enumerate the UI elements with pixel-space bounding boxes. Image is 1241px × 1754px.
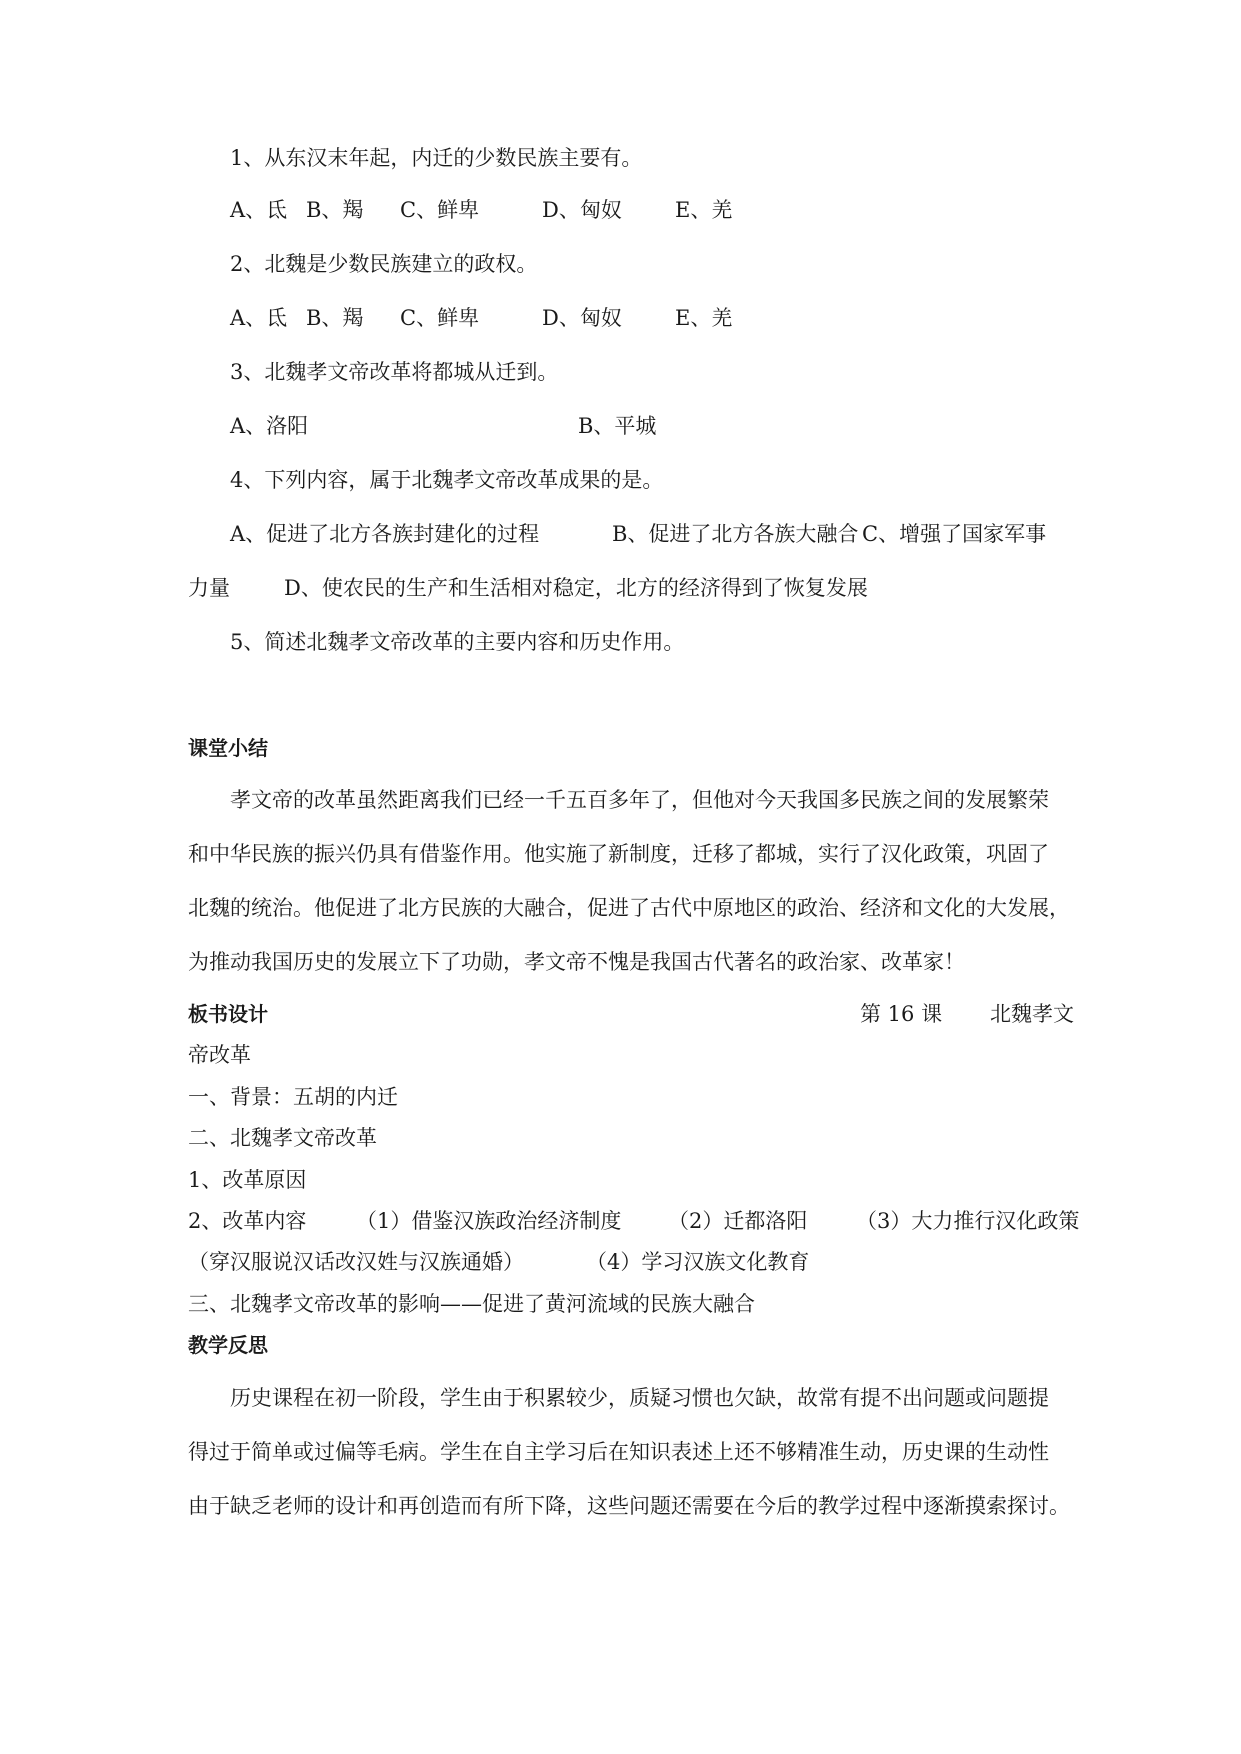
reflection-line: 得过于简单或过偏等毛病。学生在自主学习后在知识表述上还不够精准生动，历史课的生动性 bbox=[188, 1440, 1049, 1464]
lesson-title-part-1: 北魏孝文 bbox=[990, 1002, 1074, 1026]
lesson-title-part-2: 帝改革 bbox=[188, 1043, 251, 1067]
option-d: D、匈奴 bbox=[542, 306, 622, 330]
content-item-2: （2）迁都洛阳 bbox=[668, 1209, 808, 1233]
question-3-middle: 迁到 bbox=[495, 360, 538, 384]
question-4-end: 。 bbox=[642, 468, 664, 492]
option-e: E、羌 bbox=[675, 198, 733, 222]
option-c: C、增强了国家军事 bbox=[862, 522, 1047, 546]
option-a: A、氐 bbox=[230, 306, 288, 330]
question-4-text: 4、下列内容，属于北魏孝文帝改革成果的是 bbox=[230, 468, 643, 492]
option-a: A、氐 bbox=[230, 198, 288, 222]
option-b: B、羯 bbox=[306, 306, 364, 330]
lesson-number: 第 16 课 bbox=[860, 1002, 943, 1026]
question-1 bbox=[230, 144, 642, 172]
reflection-line: 历史课程在初一阶段，学生由于积累较少，质疑习惯也欠缺，故常有提不出问题或问题提 bbox=[230, 1386, 1049, 1410]
question-1-end: 。 bbox=[621, 146, 643, 170]
content-label: 2、改革内容 bbox=[188, 1209, 307, 1233]
question-2 bbox=[230, 250, 537, 278]
option-c: C、鲜卑 bbox=[400, 306, 480, 330]
board-line: 二、北魏孝文帝改革 bbox=[188, 1126, 377, 1150]
option-e: E、羌 bbox=[675, 306, 733, 330]
option-c: C、鲜卑 bbox=[400, 198, 480, 222]
content-item-3-detail: （穿汉服说汉话改汉姓与汉族通婚） bbox=[188, 1250, 524, 1274]
summary-line: 和中华民族的振兴仍具有借鉴作用。他实施了新制度，迁移了都城，实行了汉化政策，巩固了 bbox=[188, 842, 1049, 866]
summary-heading: 课堂小结 bbox=[188, 736, 268, 760]
option-a: A、促进了北方各族封建化的过程 bbox=[230, 522, 540, 546]
content-item-1: （1）借鉴汉族政治经济制度 bbox=[356, 1209, 622, 1233]
question-5 bbox=[230, 628, 684, 656]
option-d: D、匈奴 bbox=[542, 198, 622, 222]
question-5-text: 5、简述北魏孝文帝改革的主要内容和历史作用。 bbox=[230, 630, 685, 654]
board-impact: 三、北魏孝文帝改革的影响——促进了黄河流域的民族大融合 bbox=[188, 1292, 755, 1316]
question-2-text: 2、北魏是 bbox=[230, 252, 328, 276]
board-line: 1、改革原因 bbox=[188, 1168, 307, 1192]
question-3-text: 3、北魏孝文帝改革将都城从 bbox=[230, 360, 496, 384]
question-3-end: 。 bbox=[537, 360, 559, 384]
option-c-continued: 力量 bbox=[188, 576, 230, 600]
option-b: B、平城 bbox=[578, 414, 657, 438]
content-item-3: （3）大力推行汉化政策 bbox=[856, 1209, 1080, 1233]
reflection-line: 由于缺乏老师的设计和再创造而有所下降，这些问题还需要在今后的教学过程中逐渐摸索探讨。 bbox=[188, 1494, 1070, 1518]
option-a: A、洛阳 bbox=[230, 414, 309, 438]
option-d: D、使农民的生产和生活相对稳定，北方的经济得到了恢复发展 bbox=[284, 576, 868, 600]
content-item-4: （4）学习汉族文化教育 bbox=[586, 1250, 810, 1274]
summary-line: 北魏的统治。他促进了北方民族的大融合，促进了古代中原地区的政治、经济和文化的大发展， bbox=[188, 896, 1070, 920]
question-3 bbox=[230, 358, 558, 386]
question-4 bbox=[230, 466, 663, 494]
option-b: B、促进了北方各族大融合 bbox=[612, 522, 859, 546]
board-line: 一、背景：五胡的内迁 bbox=[188, 1085, 398, 1109]
summary-line: 为推动我国历史的发展立下了功勋，孝文帝不愧是我国古代著名的政治家、改革家！ bbox=[188, 950, 965, 974]
summary-line: 孝文帝的改革虽然距离我们已经一千五百多年了，但他对今天我国多民族之间的发展繁荣 bbox=[230, 788, 1049, 812]
reflection-heading: 教学反思 bbox=[188, 1333, 268, 1357]
question-1-text: 1、从东汉末年起，内迁的少数民族主要有 bbox=[230, 146, 622, 170]
option-b: B、羯 bbox=[306, 198, 364, 222]
question-2-end: 少数民族建立的政权。 bbox=[327, 252, 538, 276]
board-heading: 板书设计 bbox=[188, 1002, 268, 1026]
